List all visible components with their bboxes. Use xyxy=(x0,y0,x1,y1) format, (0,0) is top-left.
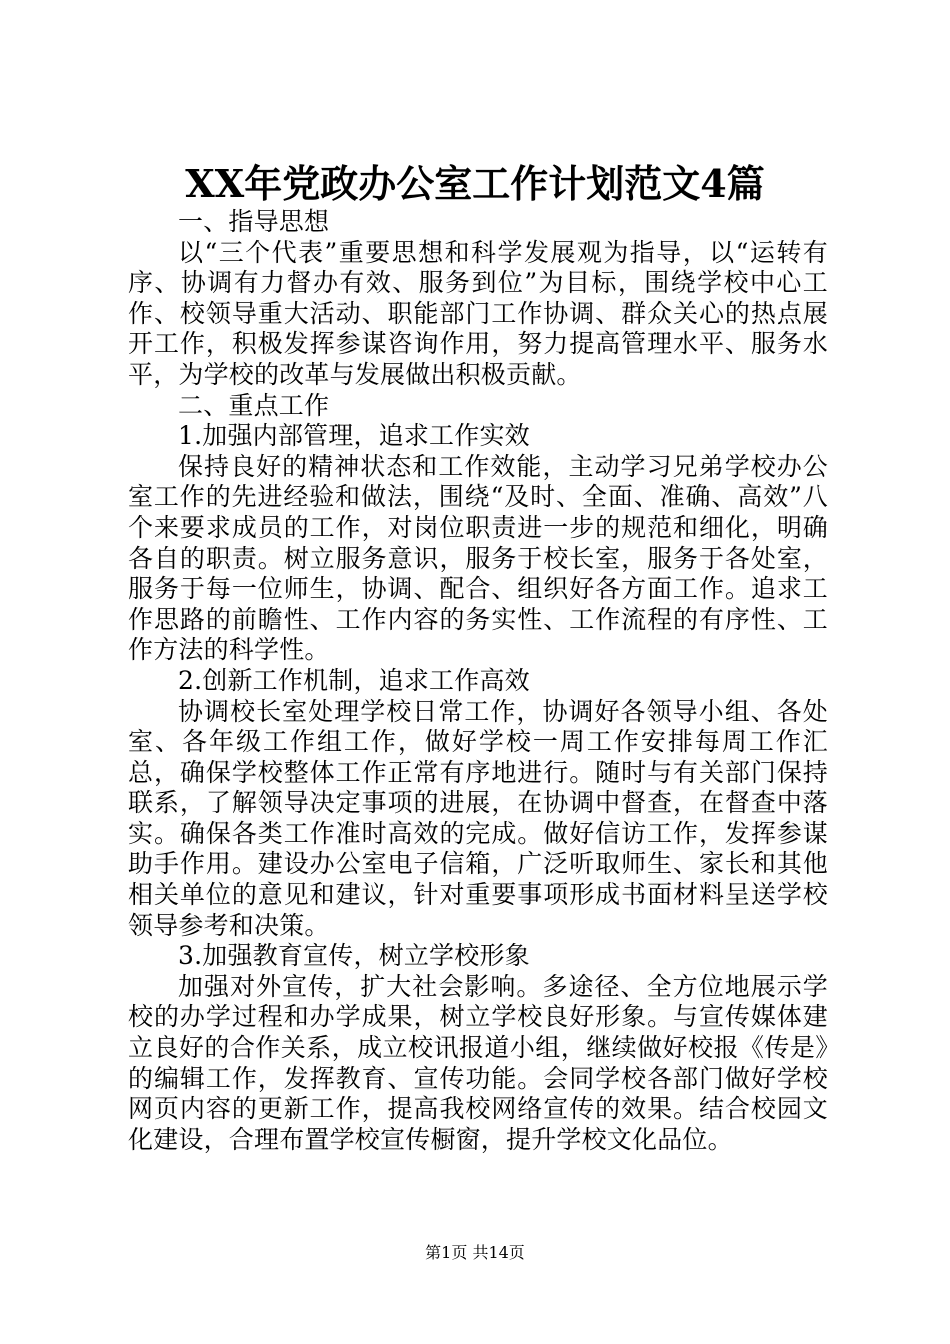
paragraph-education-publicity: 加强对外宣传，扩大社会影响。多途径、全方位地展示学校的办学过程和办学成果，树立学校良好形象。与宣传媒体建立良好的合作关系，成立校讯报道小组，继续做好校报《传是》的编辑工作，发挥教育、宣传功能。会同学校各部门做好学校网页内容的更新工作，提高我校网络宣传的效果。结合校园文化建设，合理布置学校宣传橱窗，提升学校文化品位。 xyxy=(128,971,828,1154)
heading-guiding-ideology: 一、指导思想 xyxy=(178,207,330,236)
subheading-work-mechanism: 2.创新工作机制，追求工作高效 xyxy=(178,665,530,695)
document-body xyxy=(128,207,828,1155)
paragraph-work-mechanism: 协调校长室处理学校日常工作，协调好各领导小组、各处室、各年级工作组工作，做好学校一周工作安排每周工作汇总，确保学校整体工作正常有序地进行。随时与有关部门保持联系，了解领导决定事项的进展，在协调中督查，在督查中落实。确保各类工作准时高效的完成。做好信访工作，发挥参谋助手作用。建设办公室电子信箱，广泛听取师生、家长和其他相关单位的意见和建议，针对重要事项形成书面材料呈送学校领导参考和决策。 xyxy=(128,696,828,940)
page-footer: 第1页 共14页 xyxy=(425,1243,525,1262)
paragraph-guiding-ideology: 以“三个代表”重要思想和科学发展观为指导，以“运转有序、协调有力督办有效、服务到位”为目标，围绕学校中心工作、校领导重大活动、职能部门工作协调、群众关心的热点展开工作，积极发挥参谋咨询作用，努力提高管理水平、服务水平，为学校的改革与发展做出积极贡献。 xyxy=(128,237,828,389)
subheading-internal-management: 1.加强内部管理，追求工作实效 xyxy=(178,421,530,451)
paragraph-internal-management: 保持良好的精神状态和工作效能，主动学习兄弟学校办公室工作的先进经验和做法，围绕“及时、全面、准确、高效”八个来要求成员的工作，对岗位职责进一步的规范和细化，明确各自的职责。树立服务意识，服务于校长室，服务于各处室，服务于每一位师生，协调、配合、组织好各方面工作。追求工作思路的前瞻性、工作内容的务实性、工作流程的有序性、工作方法的科学性。 xyxy=(128,451,828,665)
subheading-education-publicity: 3.加强教育宣传，树立学校形象 xyxy=(178,941,530,971)
document-title: XX年党政办公室工作计划范文4篇 xyxy=(185,161,765,206)
heading-key-work: 二、重点工作 xyxy=(178,390,330,420)
